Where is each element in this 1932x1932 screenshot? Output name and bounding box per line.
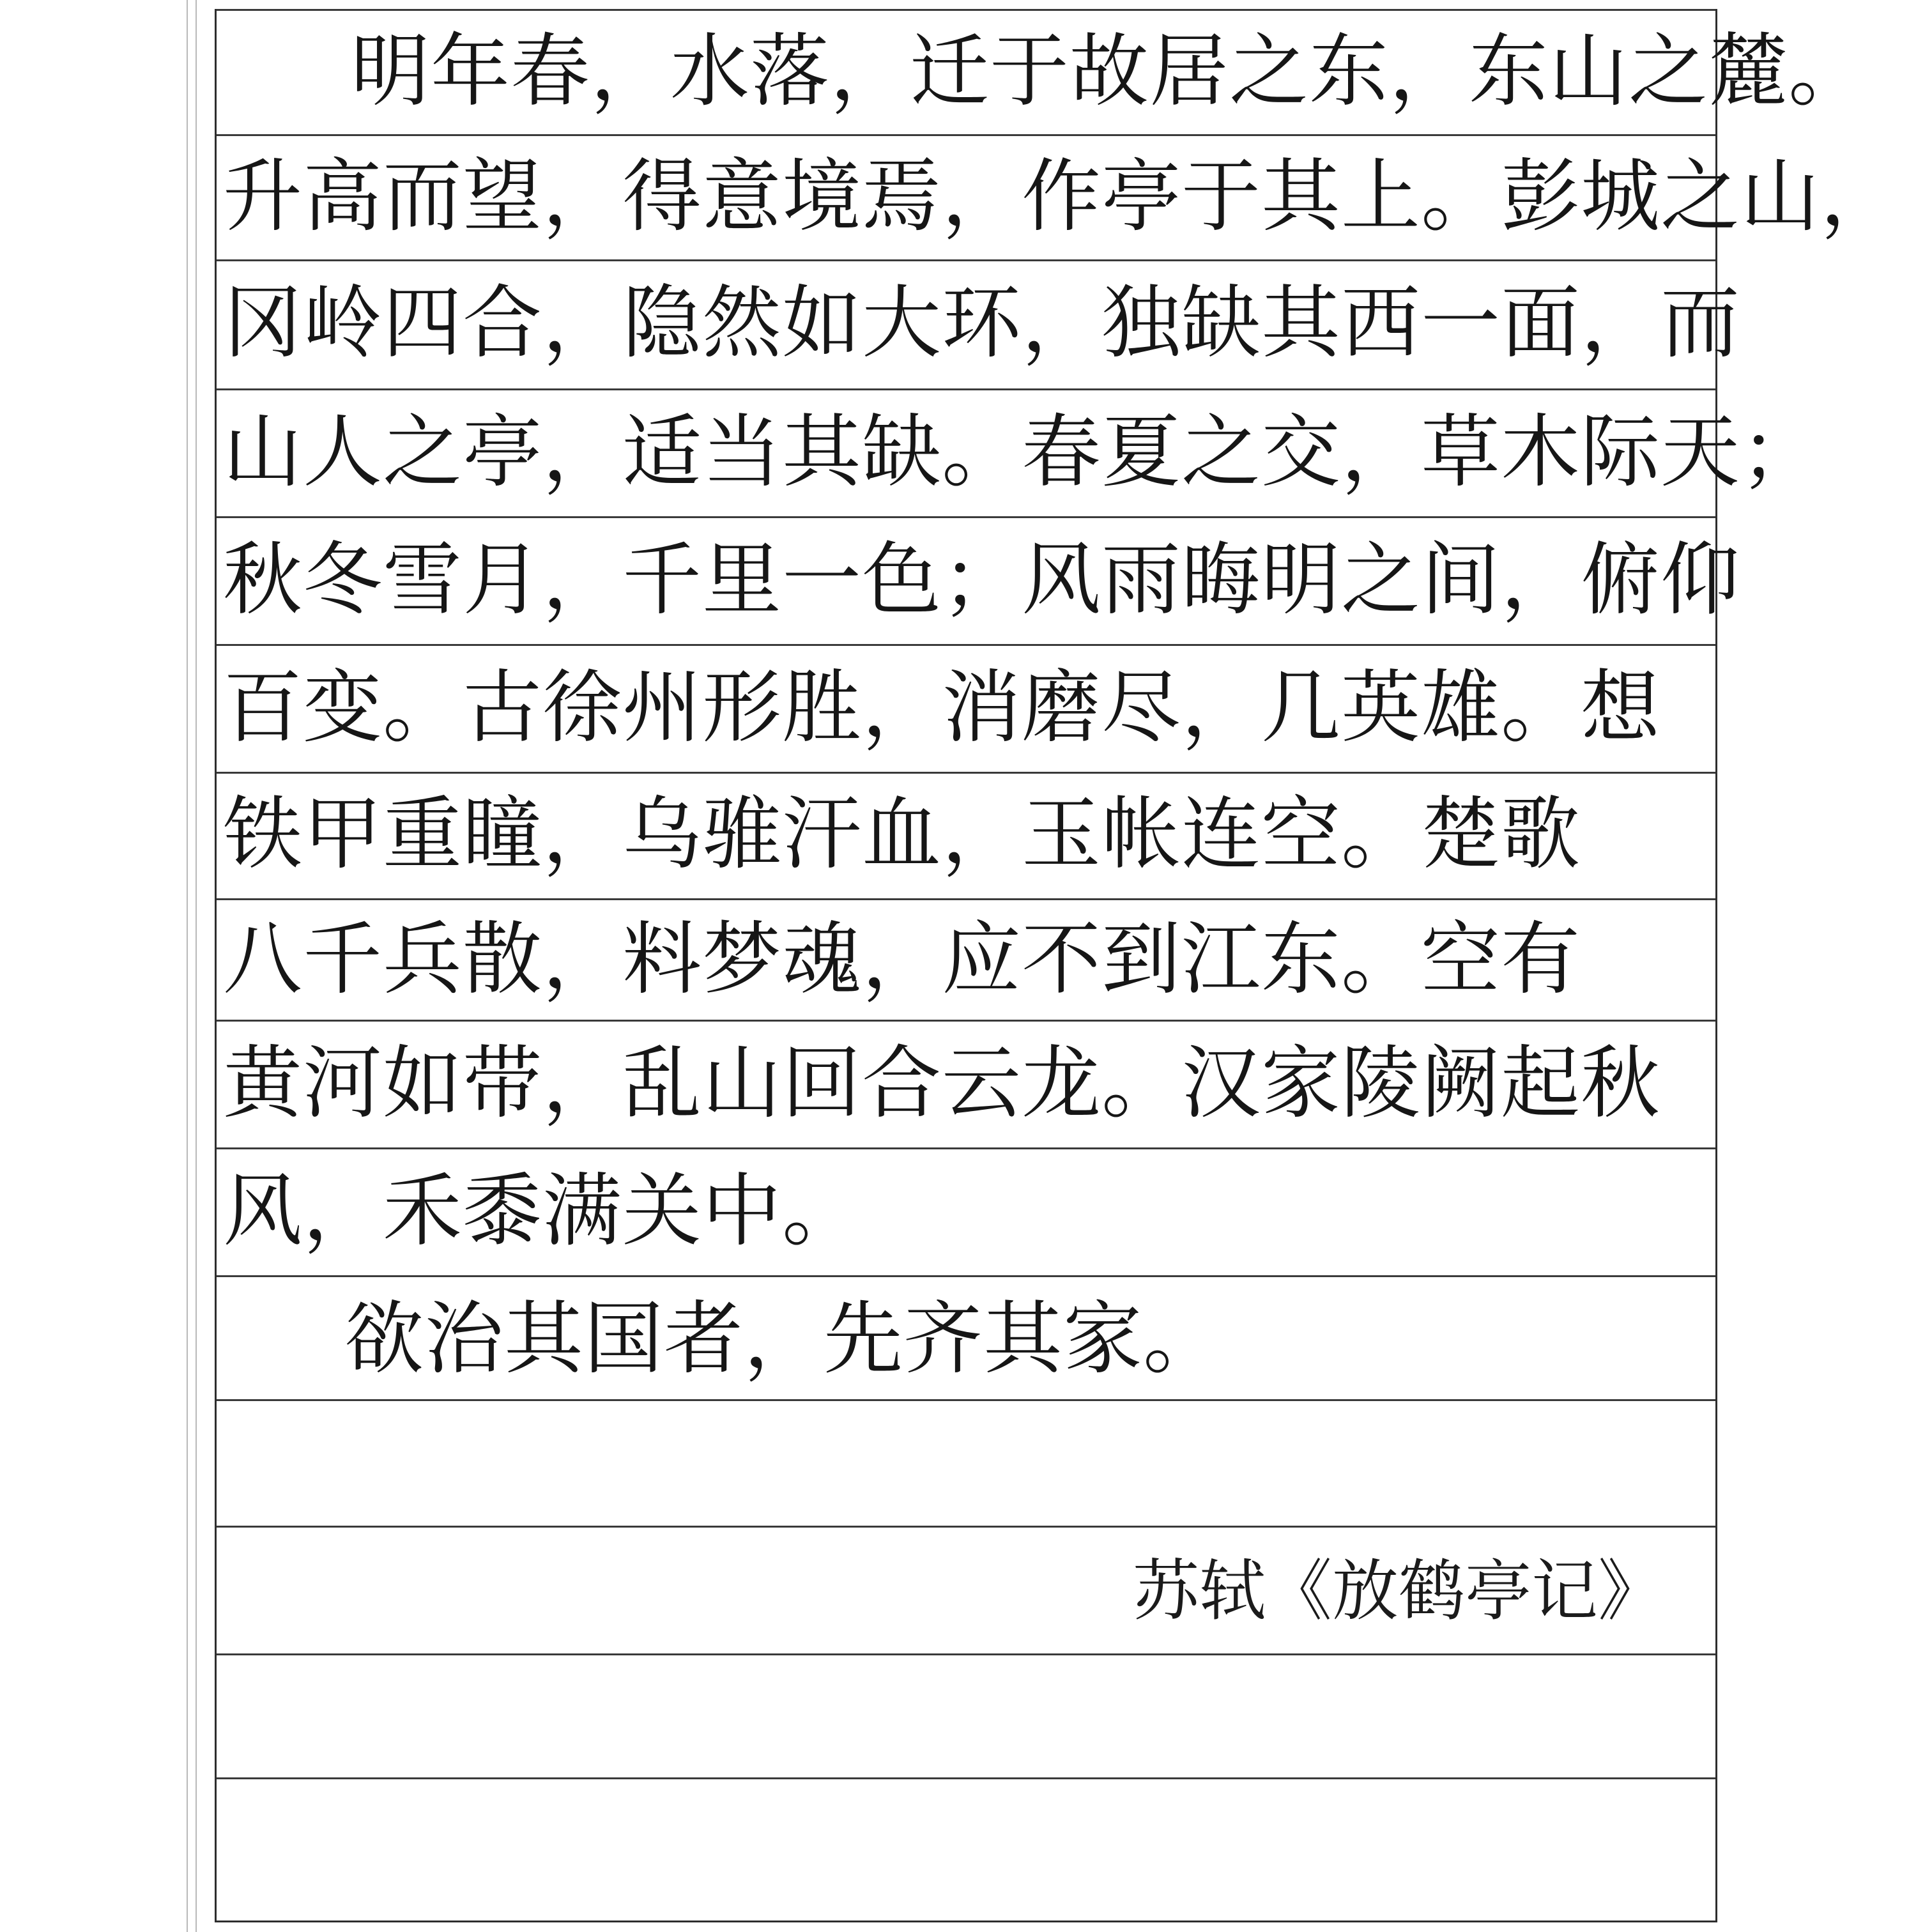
text-line: 百变。古徐州形胜，消磨尽，几英雄。想 — [223, 662, 1661, 754]
ruled-line — [217, 1526, 1715, 1528]
text-line: 冈岭四合，隐然如大环，独缺其西一面，而 — [223, 277, 1741, 369]
text-line: 欲治其国者，先齐其家。 — [344, 1293, 1223, 1385]
text-line: 风，禾黍满关中。 — [223, 1165, 862, 1257]
page-edge-line — [195, 0, 197, 1932]
ruled-line — [217, 1653, 1715, 1655]
text-line: 升高而望，得意境焉，作亭于其上。彭城之山， — [223, 151, 1901, 243]
text-line: 八千兵散，料梦魂，应不到江东。空有 — [223, 914, 1581, 1006]
text-line: 黄河如带，乱山回合云龙。汉家陵阙起秋 — [223, 1038, 1661, 1130]
author-signature: 苏轼《放鹤亭记》 — [1132, 1552, 1664, 1630]
text-line: 明年春，水落，迁于故居之东，东山之麓。 — [351, 26, 1869, 118]
ruled-frame — [215, 9, 1901, 1922]
text-line: 铁甲重瞳，乌骓汗血，玉帐连空。楚歌 — [223, 788, 1581, 880]
page-edge-line — [187, 0, 188, 1932]
text-line: 秋冬雪月，千里一色；风雨晦明之间，俯仰 — [223, 534, 1741, 626]
text-line: 山人之亭，适当其缺。春夏之交，草木际天； — [223, 406, 1821, 498]
ruled-line — [217, 1777, 1715, 1779]
